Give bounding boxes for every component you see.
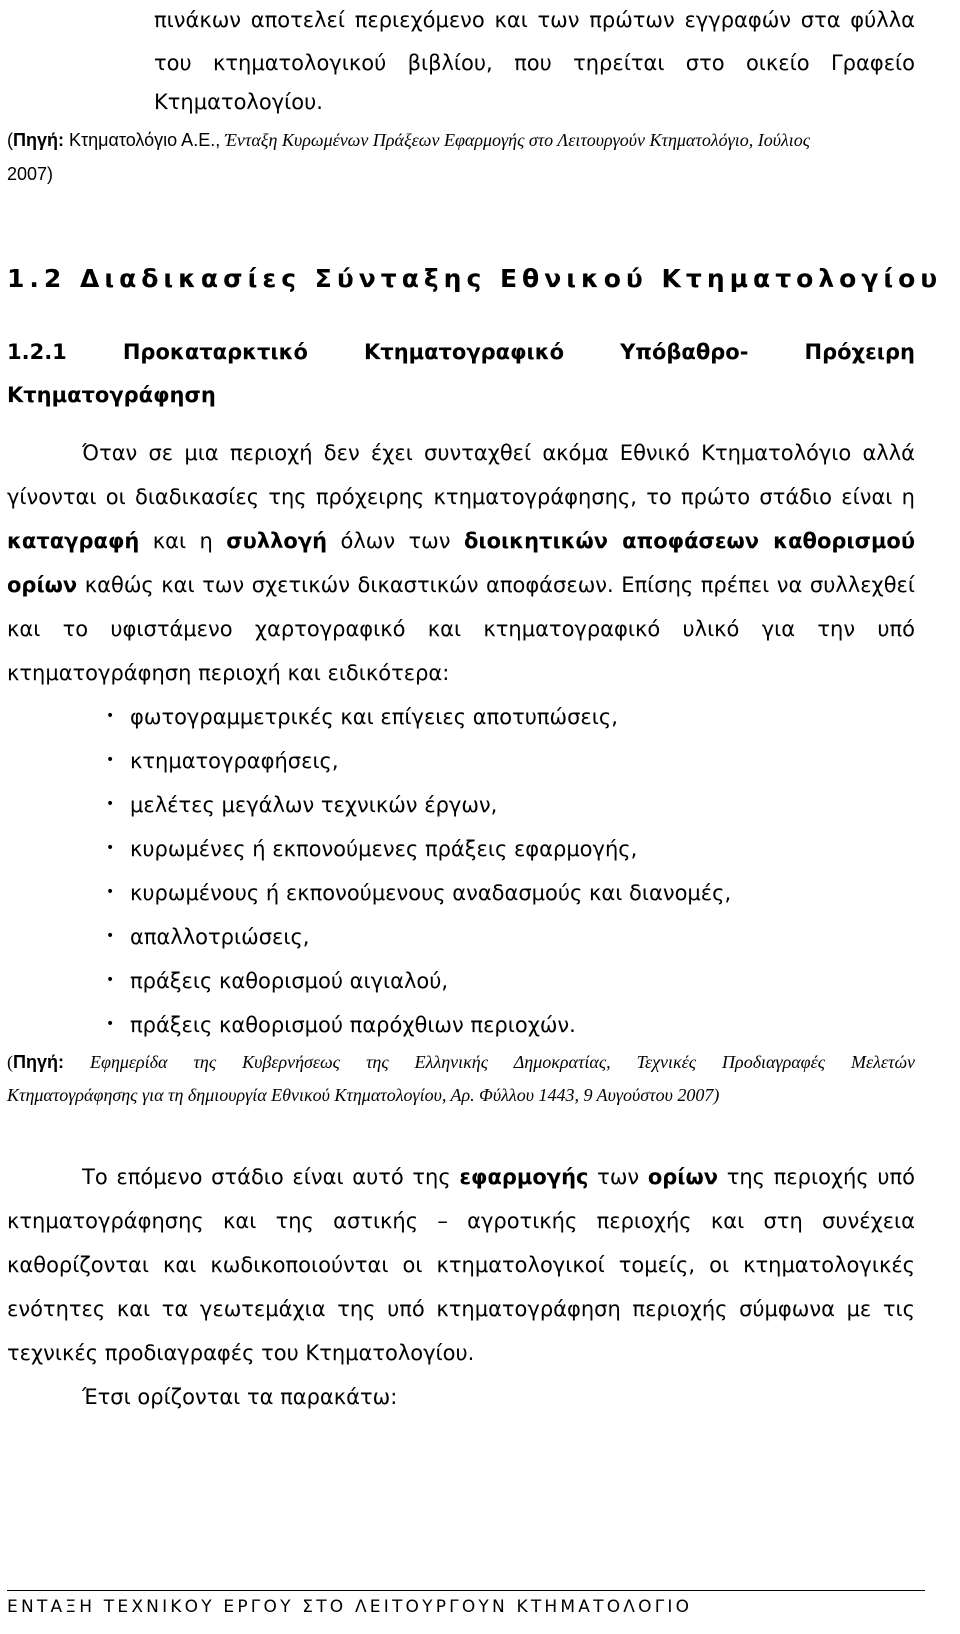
para1-line-3-text-2: όλων των xyxy=(327,529,464,553)
bullet-dot-icon: • xyxy=(106,708,115,724)
source2-line-1: Εφημερίδα της Κυβερνήσεως της Ελληνικής Δημοκρατίας, Τεχνικές Προδιαγραφές Μελετών xyxy=(64,1052,915,1072)
para1-line-4-text: καθώς και των σχετικών δικαστικών αποφάσεων. Επίσης πρέπει να συλλεχθεί xyxy=(77,573,915,597)
para2-line-1-text-2: των xyxy=(588,1165,648,1189)
list-item-text: φωτογραμμετρικές και επίγειες αποτυπώσεις, xyxy=(130,705,618,729)
list-item-text: κυρωμένες ή εκπονούμενες πράξεις εφαρμογής, xyxy=(130,837,638,861)
bullet-dot-icon: • xyxy=(106,840,115,856)
source-citation-1-line-2: 2007) xyxy=(7,164,54,184)
subsection-heading-line-2: Κτηματογράφηση xyxy=(7,383,216,407)
subsection-word-2: Κτηματογραφικό xyxy=(364,340,565,364)
bullet-dot-icon: • xyxy=(106,796,115,812)
list-item-text: κτηματογραφήσεις, xyxy=(130,749,339,773)
bullet-dot-icon: • xyxy=(106,972,115,988)
subsection-heading xyxy=(7,340,915,364)
bullet-dot-icon: • xyxy=(106,928,115,944)
bullet-dot-icon: • xyxy=(106,884,115,900)
source-label: Πηγή: xyxy=(13,130,64,150)
para1-line-5: και το υφιστάμενο χαρτογραφικό και κτηματογραφικό υλικό για την υπό xyxy=(7,617,915,641)
subsection-word-4: Πρόχειρη xyxy=(804,340,915,364)
subsection-word-1: Προκαταρκτικό xyxy=(122,340,308,364)
para2-line-3: καθορίζονται και κωδικοποιούνται οι κτηματολογικοί τομείς, οι κτηματολογικές xyxy=(7,1253,915,1277)
intro-line-3: Κτηματολογίου. xyxy=(154,90,323,114)
term-efarmogis: εφαρμογής xyxy=(459,1165,589,1189)
bullet-dot-icon: • xyxy=(106,752,115,768)
para1-line-1: Όταν σε μια περιοχή δεν έχει συνταχθεί ακόμα Εθνικό Κτηματολόγιο αλλά xyxy=(82,441,915,465)
intro-line-1: πινάκων αποτελεί περιεχόμενο και των πρώτων εγγραφών στα φύλλα xyxy=(154,8,915,32)
footer-title: ΕΝΤΑΞΗ ΤΕΧΝΙΚΟΥ ΕΡΓΟΥ ΣΤΟ ΛΕΙΤΟΥΡΓΟΥΝ ΚΤΗΜΑΤΟΛΟΓΙΟ xyxy=(7,1597,693,1617)
intro-line-2: του κτηματολογικού βιβλίου, που τηρείται στο οικείο Γραφείο xyxy=(154,51,915,75)
section-heading: 1.2 Διαδικασίες Σύνταξης Εθνικού Κτηματολογίου xyxy=(7,264,943,293)
bullet-dot-icon: • xyxy=(106,1016,115,1032)
term-dioikitikes: διοικητικών αποφάσεων καθορισμού xyxy=(463,529,916,553)
list-item-text: κυρωμένους ή εκπονούμενους αναδασμούς και διανομές, xyxy=(130,881,732,905)
para1-line-3-text-1: και η xyxy=(139,529,227,553)
list-item-text: πράξεις καθορισμού παρόχθιων περιοχών. xyxy=(130,1013,576,1037)
list-item-text: απαλλοτριώσεις, xyxy=(130,925,310,949)
para1-line-4 xyxy=(7,563,915,607)
para1-line-2: γίνονται οι διαδικασίες της πρόχειρης κτηματογράφησης, το πρώτο στάδιο είναι η xyxy=(7,485,915,509)
para2-line-1 xyxy=(82,1155,915,1199)
term-katagrafi: καταγραφή xyxy=(7,529,140,553)
para2-line-4: ενότητες και τα γεωτεμάχια της υπό κτηματογράφηση περιοχής σύμφωνα με τις xyxy=(7,1297,915,1321)
footer-divider xyxy=(7,1590,925,1591)
term-orion: ορίων xyxy=(7,573,78,597)
source2-label: Πηγή: xyxy=(13,1052,64,1072)
term-orion-2: ορίων xyxy=(647,1165,719,1189)
subsection-number: 1.2.1 xyxy=(7,340,67,364)
source-org: Κτηματολόγιο Α.Ε., xyxy=(64,130,221,150)
subsection-word-3: Υπόβαθρο- xyxy=(620,340,749,364)
source-citation-2-line-2: Κτηματογράφησης για τη δημιουργία Εθνικού Κτηματολογίου, Αρ. Φύλλου 1443, 9 Αυγούστου 2007) xyxy=(7,1085,720,1105)
term-syllogi: συλλογή xyxy=(226,529,328,553)
source-citation-1 xyxy=(7,125,810,155)
source2-open-paren: ( xyxy=(7,1052,13,1072)
list-item-text: πράξεις καθορισμού αιγιαλού, xyxy=(130,969,449,993)
para2-line-6: Έτσι ορίζονται τα παρακάτω: xyxy=(82,1385,398,1409)
para1-line-3 xyxy=(7,519,915,563)
source-citation-2 xyxy=(7,1047,915,1077)
source-title: Ένταξη Κυρωμένων Πράξεων Εφαρμογής στο Λειτουργούν Κτηματολόγιο, Ιούλιος xyxy=(220,130,811,150)
para2-line-2: κτηματογράφησης και της αστικής – αγροτικής περιοχής και στη συνέχεια xyxy=(7,1209,915,1233)
para2-line-5: τεχνικές προδιαγραφές του Κτηματολογίου. xyxy=(7,1341,475,1365)
para2-line-1-text-1: Το επόμενο στάδιο είναι αυτό της xyxy=(82,1165,460,1189)
source-open-paren: ( xyxy=(7,130,13,150)
list-item-text: μελέτες μεγάλων τεχνικών έργων, xyxy=(130,793,498,817)
para2-line-1-text-3: της περιοχής υπό xyxy=(718,1165,916,1189)
para1-line-6: κτηματογράφηση περιοχή και ειδικότερα: xyxy=(7,661,450,685)
